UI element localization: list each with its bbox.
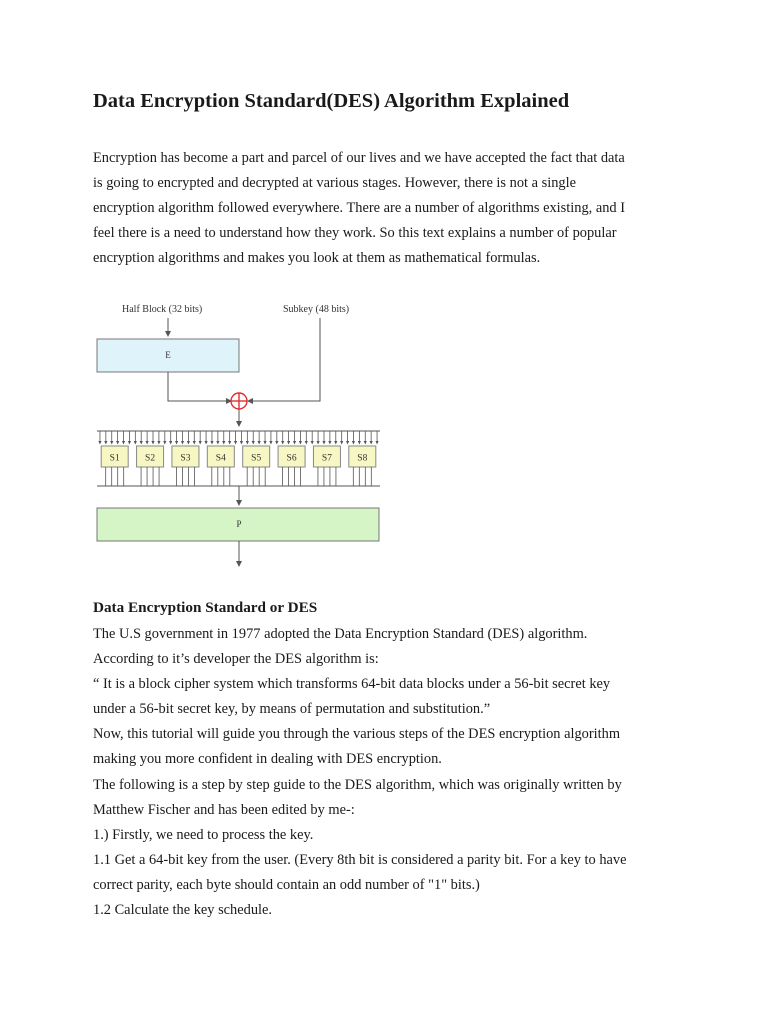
sbox-input-arrowhead bbox=[322, 441, 325, 445]
body-line: making you more confident in dealing with DES encryption. bbox=[93, 751, 442, 768]
sbox-label: S1 bbox=[109, 453, 120, 464]
body-line: According to it’s developer the DES algorithm is: bbox=[93, 651, 379, 668]
des-body-paragraph bbox=[93, 622, 627, 923]
sbox-input-arrowhead bbox=[299, 441, 302, 445]
intro-line: Encryption has become a part and parcel of our lives and we have accepted the fact that data bbox=[93, 150, 625, 166]
sbox-input-arrowhead bbox=[199, 441, 202, 445]
sbox-input-arrowhead bbox=[104, 441, 107, 445]
sbox-input-arrowhead bbox=[316, 441, 319, 445]
sbox-2 bbox=[137, 446, 164, 467]
body-line: Matthew Fischer and has been edited by me-: bbox=[93, 801, 355, 818]
sbox-input-arrowhead bbox=[358, 441, 361, 445]
sbox-8 bbox=[349, 446, 376, 467]
sbox-input-arrowhead bbox=[228, 441, 231, 445]
sbox-input-arrowhead bbox=[151, 441, 154, 445]
half-block-label: Half Block (32 bits) bbox=[122, 304, 203, 315]
sbox-input-wires bbox=[98, 431, 378, 445]
sbox-input-arrowhead bbox=[375, 441, 378, 445]
intro-line: is going to encrypted and decrypted at various stages. However, there is not a single bbox=[93, 175, 576, 192]
body-line: The U.S government in 1977 adopted the Data Encryption Standard (DES) algorithm. bbox=[93, 626, 588, 642]
sbox-input-arrowhead bbox=[216, 441, 219, 445]
sbox-input-arrowhead bbox=[204, 441, 207, 445]
sbox-3 bbox=[172, 446, 199, 467]
expansion-label: E bbox=[165, 350, 171, 360]
sbox-input-arrowhead bbox=[122, 441, 125, 445]
section-heading: Data Encryption Standard or DES bbox=[93, 599, 318, 616]
des-feistel-diagram bbox=[93, 296, 388, 568]
body-line: under a 56-bit secret key, by means of permutation and substitution.” bbox=[93, 701, 491, 718]
sbox-input-arrowhead bbox=[187, 441, 190, 445]
sbox-input-arrowhead bbox=[275, 441, 278, 445]
sbox-input-arrowhead bbox=[340, 441, 343, 445]
body-line: correct parity, each byte should contain an odd number of "1" bits.) bbox=[93, 876, 480, 893]
intro-line: feel there is a need to understand how they work. So this text explains a number of popular bbox=[93, 225, 617, 242]
sbox-input-arrowhead bbox=[311, 441, 314, 445]
sbox-input-arrowhead bbox=[269, 441, 272, 445]
sbox-label: S8 bbox=[357, 453, 368, 464]
sbox-label: S5 bbox=[251, 453, 262, 464]
permutation-label: P bbox=[236, 519, 242, 529]
sbox-input-arrowhead bbox=[352, 441, 355, 445]
subkey-line bbox=[248, 318, 320, 401]
body-line: 1.1 Get a 64-bit key from the user. (Every 8th bit is considered a parity bit. For a key to have bbox=[93, 851, 627, 868]
sbox-input-arrowhead bbox=[110, 441, 113, 445]
sbox-label: S6 bbox=[286, 453, 297, 464]
intro-line: encryption algorithms and makes you look at them as mathematical formulas. bbox=[93, 250, 541, 267]
sbox-input-arrowhead bbox=[210, 441, 213, 445]
sbox-input-arrowhead bbox=[163, 441, 166, 445]
body-line: 1.) Firstly, we need to process the key. bbox=[93, 826, 314, 843]
sbox-input-arrowhead bbox=[157, 441, 160, 445]
sbox-input-arrowhead bbox=[175, 441, 178, 445]
sbox-input-arrowhead bbox=[287, 441, 290, 445]
sbox-input-arrowhead bbox=[234, 441, 237, 445]
sbox-input-arrowhead bbox=[263, 441, 266, 445]
sbox-label: S3 bbox=[180, 453, 191, 464]
sbox-input-arrowhead bbox=[181, 441, 184, 445]
sbox-input-arrowhead bbox=[293, 441, 296, 445]
sbox-4 bbox=[207, 446, 234, 467]
expansion-output-line bbox=[168, 372, 231, 401]
sbox-input-arrowhead bbox=[146, 441, 149, 445]
sbox-input-arrowhead bbox=[334, 441, 337, 445]
sbox-1 bbox=[101, 446, 128, 467]
sbox-label: S4 bbox=[215, 453, 226, 464]
sbox-input-arrowhead bbox=[328, 441, 331, 445]
sbox-6 bbox=[278, 446, 305, 467]
body-line: Now, this tutorial will guide you through the various steps of the DES encryption algorithm bbox=[93, 726, 621, 743]
sbox-input-arrowhead bbox=[258, 441, 261, 445]
sbox-input-arrowhead bbox=[128, 441, 131, 445]
sbox-input-arrowhead bbox=[370, 441, 373, 445]
sbox-input-arrowhead bbox=[281, 441, 284, 445]
body-line: 1.2 Calculate the key schedule. bbox=[93, 902, 273, 919]
sbox-input-arrowhead bbox=[346, 441, 349, 445]
sbox-label: S2 bbox=[145, 453, 156, 464]
xor-icon bbox=[231, 393, 247, 409]
sbox-row bbox=[101, 446, 376, 467]
sbox-input-arrowhead bbox=[305, 441, 308, 445]
sbox-input-arrowhead bbox=[364, 441, 367, 445]
sbox-output-wires bbox=[106, 467, 372, 486]
sbox-7 bbox=[313, 446, 340, 467]
intro-paragraph bbox=[93, 146, 625, 271]
intro-line: encryption algorithm followed everywhere. There are a number of algorithms existing, and I bbox=[93, 200, 626, 217]
sbox-label: S7 bbox=[321, 453, 332, 464]
sbox-input-arrowhead bbox=[246, 441, 249, 445]
sbox-input-arrowhead bbox=[193, 441, 196, 445]
sbox-input-arrowhead bbox=[140, 441, 143, 445]
sbox-input-arrowhead bbox=[134, 441, 137, 445]
subkey-label: Subkey (48 bits) bbox=[283, 304, 350, 315]
sbox-input-arrowhead bbox=[240, 441, 243, 445]
sbox-input-arrowhead bbox=[222, 441, 225, 445]
sbox-input-arrowhead bbox=[252, 441, 255, 445]
sbox-input-arrowhead bbox=[169, 441, 172, 445]
sbox-input-arrowhead bbox=[116, 441, 119, 445]
page-title: Data Encryption Standard(DES) Algorithm Explained bbox=[93, 90, 570, 112]
body-line: The following is a step by step guide to the DES algorithm, which was originally written by bbox=[93, 776, 622, 793]
sbox-5 bbox=[243, 446, 270, 467]
body-line: “ It is a block cipher system which transforms 64-bit data blocks under a 56-bit secret key bbox=[93, 676, 611, 693]
sbox-input-arrowhead bbox=[98, 441, 101, 445]
